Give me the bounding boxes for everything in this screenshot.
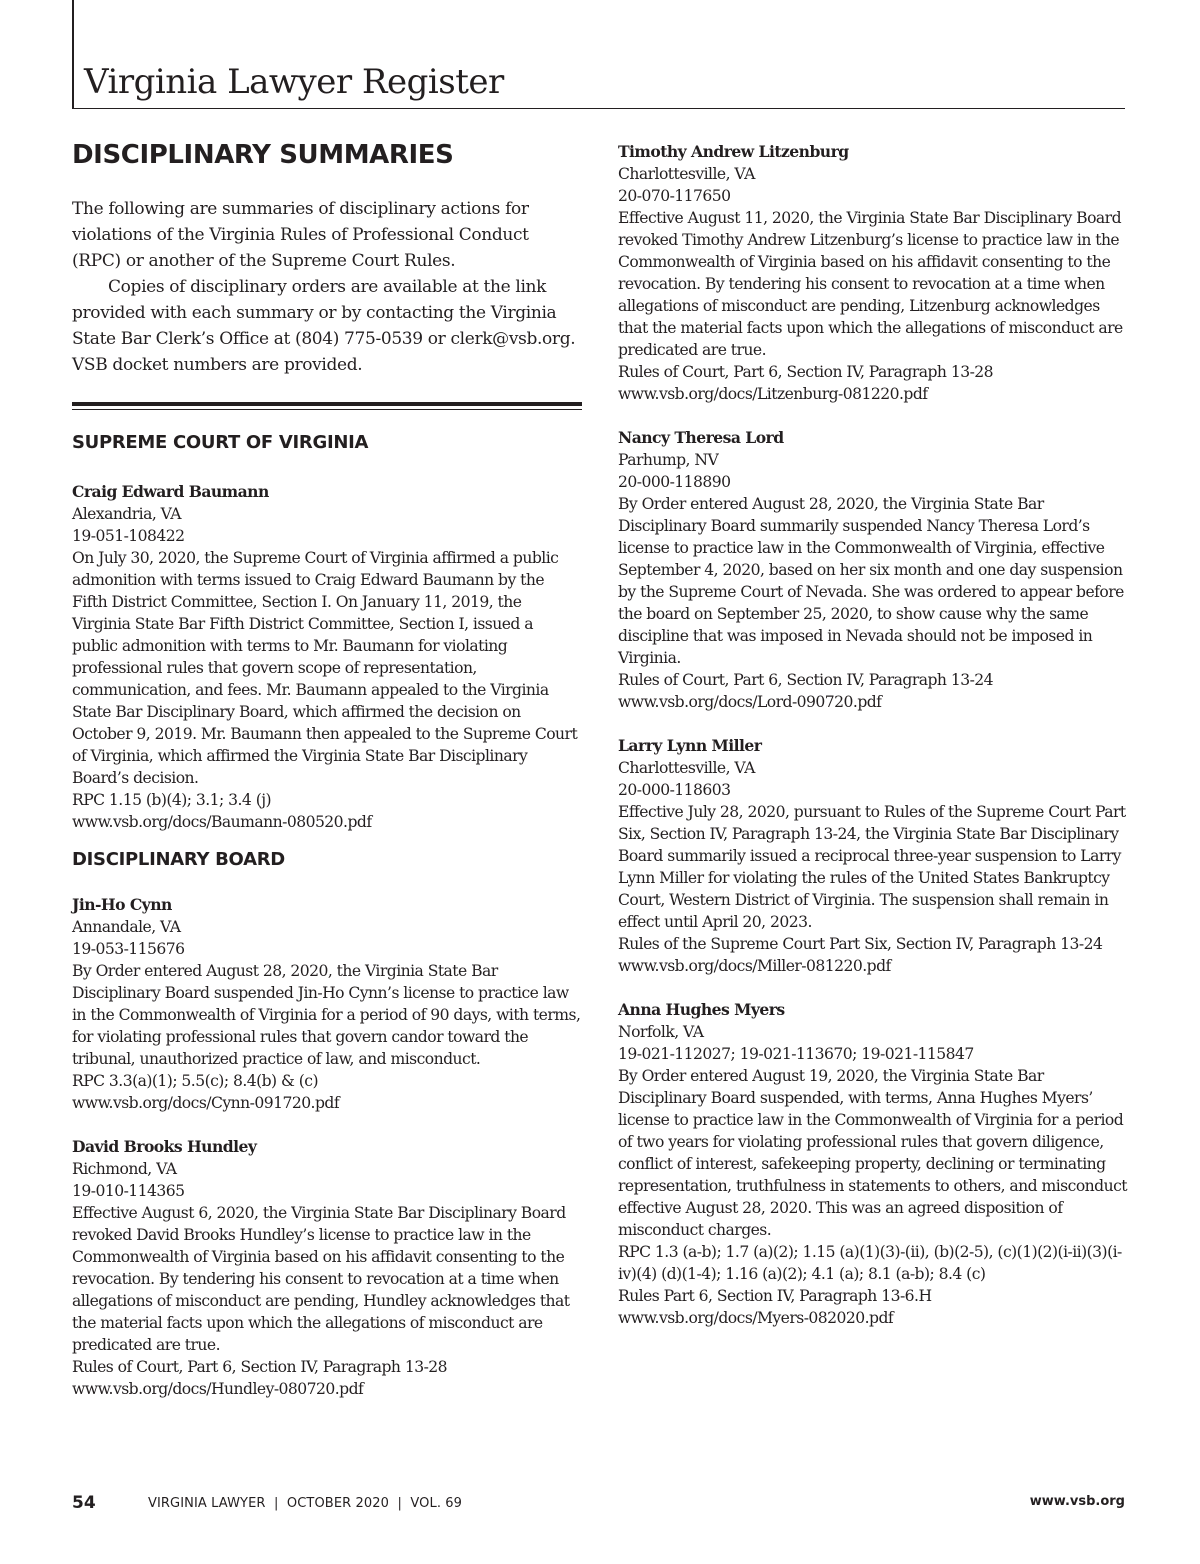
intro — [72, 196, 582, 378]
intro-paragraph: The following are summaries of disciplinary actions for violations of the Virginia Rules of Professional Conduct (RPC) or another of the Supreme Court Rules. — [72, 199, 529, 271]
entry-docket: 19-010-114365 — [72, 1182, 185, 1200]
page-title: DISCIPLINARY SUMMARIES — [72, 140, 454, 170]
entry-docket: 19-021-112027; 19-021-113670; 19-021-115847 — [618, 1045, 974, 1063]
entry-rules: RPC 3.3(a)(1); 5.5(c); 8.4(b) & (c) — [72, 1072, 318, 1090]
masthead-rule — [72, 108, 1125, 109]
entry-summary: By Order entered August 19, 2020, the Virginia State Bar Disciplinary Board suspended, with terms, Anna Hughes Myers’ license to practice law in the Commonwealth of Virginia for a period of two years for violating professional rules that govern diligence, conflict of interest, safekeeping property, declining or terminating representation, truthfulness in statements to others, and misconduct effective August 28, 2020. This was an agreed disposition of misconduct charges. — [618, 1067, 1127, 1239]
entry-docket: 20-000-118603 — [618, 781, 731, 799]
entry-myers — [618, 999, 1130, 1329]
entry-docket: 20-070-117650 — [618, 187, 731, 205]
entry-name: Nancy Theresa Lord — [618, 428, 784, 447]
entry-location: Charlottesville, VA — [618, 165, 755, 183]
entry-hundley — [72, 1136, 582, 1400]
entry-location: Norfolk, VA — [618, 1023, 704, 1041]
intro-paragraph: Copies of disciplinary orders are available at the link provided with each summary or by contacting the Virginia State Bar Clerk’s Office at (804) 775-0539 or clerk@vsb.org. VSB docket numbers are provided. — [72, 277, 576, 375]
entry-baumann — [72, 481, 582, 833]
entry-lord — [618, 427, 1130, 713]
page-number: 54 — [72, 1493, 96, 1513]
entry-summary: Effective August 6, 2020, the Virginia State Bar Disciplinary Board revoked David Brooks Hundley’s license to practice law in the Commonwealth of Virginia based on his affidavit consenting to the revocation. By tendering his consent to revocation at a time when allegations of misconduct are pending, Hundley acknowledges that the material facts upon which the allegations of misconduct are predicated are true. — [72, 1204, 570, 1354]
entry-name: Craig Edward Baumann — [72, 482, 269, 501]
entry-rules: Rules of Court, Part 6, Section IV, Paragraph 13-28 — [72, 1358, 448, 1376]
entry-location: Charlottesville, VA — [618, 759, 755, 777]
entry-link[interactable]: www.vsb.org/docs/Cynn-091720.pdf — [72, 1094, 340, 1112]
entry-name: Larry Lynn Miller — [618, 736, 762, 755]
entry-name: Jin-Ho Cynn — [72, 895, 172, 914]
entry-summary: Effective July 28, 2020, pursuant to Rules of the Supreme Court Part Six, Section IV, Paragraph 13-24, the Virginia State Bar Disciplinary Board summarily issued a reciprocal three-year suspension to Larry Lynn Miller for violating the rules of the United States Bankruptcy Court, Western District of Virginia. The suspension shall remain in effect until April 20, 2023. — [618, 803, 1126, 931]
entry-cynn — [72, 894, 582, 1114]
entry-location: Alexandria, VA — [72, 505, 182, 523]
entry-location: Richmond, VA — [72, 1160, 177, 1178]
entry-rules: Rules of the Supreme Court Part Six, Section IV, Paragraph 13-24 — [618, 935, 1103, 953]
entry-name: Timothy Andrew Litzenburg — [618, 142, 849, 161]
entry-summary: On July 30, 2020, the Supreme Court of Virginia affirmed a public admonition with terms issued to Craig Edward Baumann by the Fifth District Committee, Section I. On January 11, 2019, the Virginia State Bar Fifth District Committee, Section I, issued a public admonition with terms to Mr. Baumann for violating professional rules that govern scope of representation, communication, and fees. Mr. Baumann appealed to the Virginia State Bar Disciplinary Board, which affirmed the decision on October 9, 2019. Mr. Baumann then appealed to the Supreme Court of Virginia, which affirmed the Virginia State Bar Disciplinary Board’s decision. — [72, 549, 578, 787]
entry-rules: Rules of Court, Part 6, Section IV, Paragraph 13-24 — [618, 671, 994, 689]
section-heading-supreme-court: SUPREME COURT OF VIRGINIA — [72, 432, 369, 453]
entry-rules: RPC 1.3 (a-b); 1.7 (a)(2); 1.15 (a)(1)(3)-(ii), (b)(2-5), (c)(1)(2)(i-ii)(3)(i-iv)(4) (d)(1-4); 1.16 (a)(2); 4.1 (a); 8.1 (a-b); 8.4 (c) — [618, 1243, 1122, 1283]
publication-info: VIRGINIA LAWYER | OCTOBER 2020 | VOL. 69 — [148, 1496, 463, 1511]
masthead-title: Virginia Lawyer Register — [84, 62, 504, 102]
entry-summary: By Order entered August 28, 2020, the Virginia State Bar Disciplinary Board suspended Jin-Ho Cynn’s license to practice law in the Commonwealth of Virginia for a period of 90 days, with terms, for violating professional rules that govern candor toward the tribunal, unauthorized practice of law, and misconduct. — [72, 962, 581, 1068]
right-column — [618, 141, 1130, 1329]
entry-link[interactable]: www.vsb.org/docs/Hundley-080720.pdf — [72, 1380, 364, 1398]
entry-docket: 19-053-115676 — [72, 940, 185, 958]
entry-docket: 19-051-108422 — [72, 527, 185, 545]
masthead-vertical-rule — [72, 0, 74, 109]
left-column — [72, 140, 582, 1400]
entry-name: Anna Hughes Myers — [618, 1000, 785, 1019]
website-link[interactable]: www.vsb.org — [1029, 1494, 1125, 1509]
entry-litzenburg — [618, 141, 1130, 405]
entry-link[interactable]: www.vsb.org/docs/Myers-082020.pdf — [618, 1309, 894, 1327]
entry-miller — [618, 735, 1130, 977]
entry-name: David Brooks Hundley — [72, 1137, 257, 1156]
entry-summary: By Order entered August 28, 2020, the Virginia State Bar Disciplinary Board summarily suspended Nancy Theresa Lord’s license to practice law in the Commonwealth of Virginia, effective September 4, 2020, based on her six month and one day suspension by the Supreme Court of Nevada. She was ordered to appear before the board on September 25, 2020, to show cause why the same discipline that was imposed in Nevada should not be imposed in Virginia. — [618, 495, 1124, 667]
entry-rules: RPC 1.15 (b)(4); 3.1; 3.4 (j) — [72, 791, 272, 809]
entry-location: Parhump, NV — [618, 451, 719, 469]
entry-location: Annandale, VA — [72, 918, 181, 936]
section-divider — [72, 402, 582, 410]
entry-docket: 20-000-118890 — [618, 473, 731, 491]
entry-link[interactable]: www.vsb.org/docs/Lord-090720.pdf — [618, 693, 882, 711]
entry-rules: Rules of Court, Part 6, Section IV, Paragraph 13-28 — [618, 363, 994, 381]
entry-link[interactable]: www.vsb.org/docs/Litzenburg-081220.pdf — [618, 385, 928, 403]
entry-summary: Effective August 11, 2020, the Virginia State Bar Disciplinary Board revoked Timothy Andrew Litzenburg’s license to practice law in the Commonwealth of Virginia based on his affidavit consenting to the revocation. By tendering his consent to revocation at a time when allegations of misconduct are pending, Litzenburg acknowledges that the material facts upon which the allegations of misconduct are predicated are true. — [618, 209, 1123, 359]
entry-rules-secondary: Rules Part 6, Section IV, Paragraph 13-6.H — [618, 1287, 932, 1305]
section-heading-disciplinary-board: DISCIPLINARY BOARD — [72, 849, 285, 870]
entry-link[interactable]: www.vsb.org/docs/Miller-081220.pdf — [618, 957, 891, 975]
entry-link[interactable]: www.vsb.org/docs/Baumann-080520.pdf — [72, 813, 372, 831]
